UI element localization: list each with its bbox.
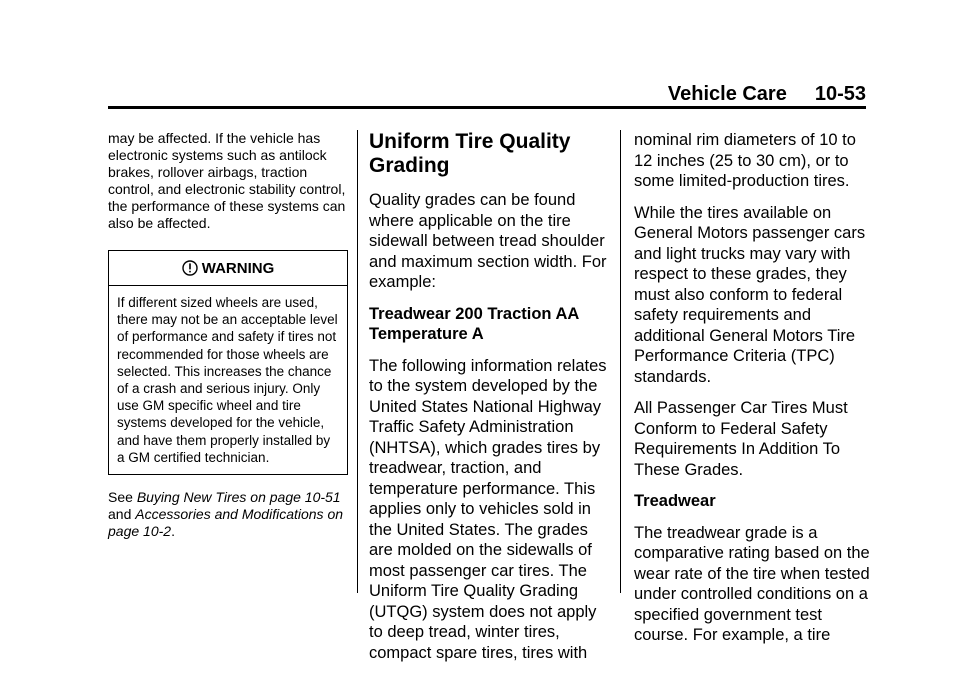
example-grades: Treadwear 200 Traction AA Temperature A <box>369 304 579 343</box>
intro-paragraph: may be affected. If the vehicle has electronic systems such as antilock brakes, rollover airbags, traction control, and electronic stability control, the performance of these systems can also be affected. <box>108 130 346 231</box>
warning-header <box>109 251 347 286</box>
paragraph: All Passenger Car Tires Must Conform to Federal Safety Requirements In Addition To These Grades. <box>634 399 848 479</box>
see-suffix: . <box>171 523 175 540</box>
link-accessories-modifications[interactable]: Accessories and Modifications on page 10-2 <box>108 506 344 540</box>
header-rule <box>108 106 866 109</box>
paragraph: Quality grades can be found where applicable on the tire sidewall between tread shoulder and maximum section width. For example: <box>369 191 607 291</box>
page-number: 10-53 <box>814 83 866 105</box>
column-left <box>108 130 348 540</box>
link-buying-new-tires[interactable]: Buying New Tires on page 10-51 <box>136 489 341 506</box>
warning-icon <box>182 260 198 276</box>
page-header <box>108 84 866 104</box>
see-also <box>108 489 348 540</box>
see-middle: and <box>108 506 136 523</box>
subheading-treadwear: Treadwear <box>634 492 716 510</box>
paragraph: The treadwear grade is a comparative rating based on the wear rate of the tire when tested under controlled conditions on a specified government test course. For example, a tire <box>634 523 870 644</box>
see-prefix: See <box>108 489 137 506</box>
paragraph: nominal rim diameters of 10 to 12 inches (25 to 30 cm), or to some limited-production tires. <box>634 131 856 190</box>
paragraph: While the tires available on General Motors passenger cars and light trucks may vary with respect to these grades, they must also conform to federal safety requirements and additional General Motors Tire Performance Criteria (TPC) standards. <box>634 203 866 386</box>
column-middle <box>369 130 611 674</box>
paragraph: The following information relates to the system developed by the United States National Highway Traffic Safety Administration (NHTSA), which grades tires by treadwear, traction, and temperature performance. This applies only to vehicles sold in the United States. The grades are molded on the sidewalls of most passenger car tires. The Uniform Tire Quality Grading (UTQG) system does not apply to deep tread, winter tires, compact spare tires, tires with <box>369 356 607 662</box>
warning-text: If different sized wheels are used, there may not be an acceptable level of performance and safety if tires not recommended for those wheels are selected. This increases the chance of a crash and serious injury. Only use GM specific wheel and tire systems developed for the vehicle, and have them properly installed by a GM certified technician. <box>117 295 338 465</box>
warning-box <box>108 250 348 475</box>
section-heading: Uniform Tire Quality Grading <box>369 130 571 177</box>
column-divider <box>357 130 358 593</box>
warning-title: WARNING <box>201 259 275 277</box>
column-right <box>634 130 870 657</box>
column-divider <box>620 130 621 593</box>
section-title: Vehicle Care <box>667 83 787 105</box>
